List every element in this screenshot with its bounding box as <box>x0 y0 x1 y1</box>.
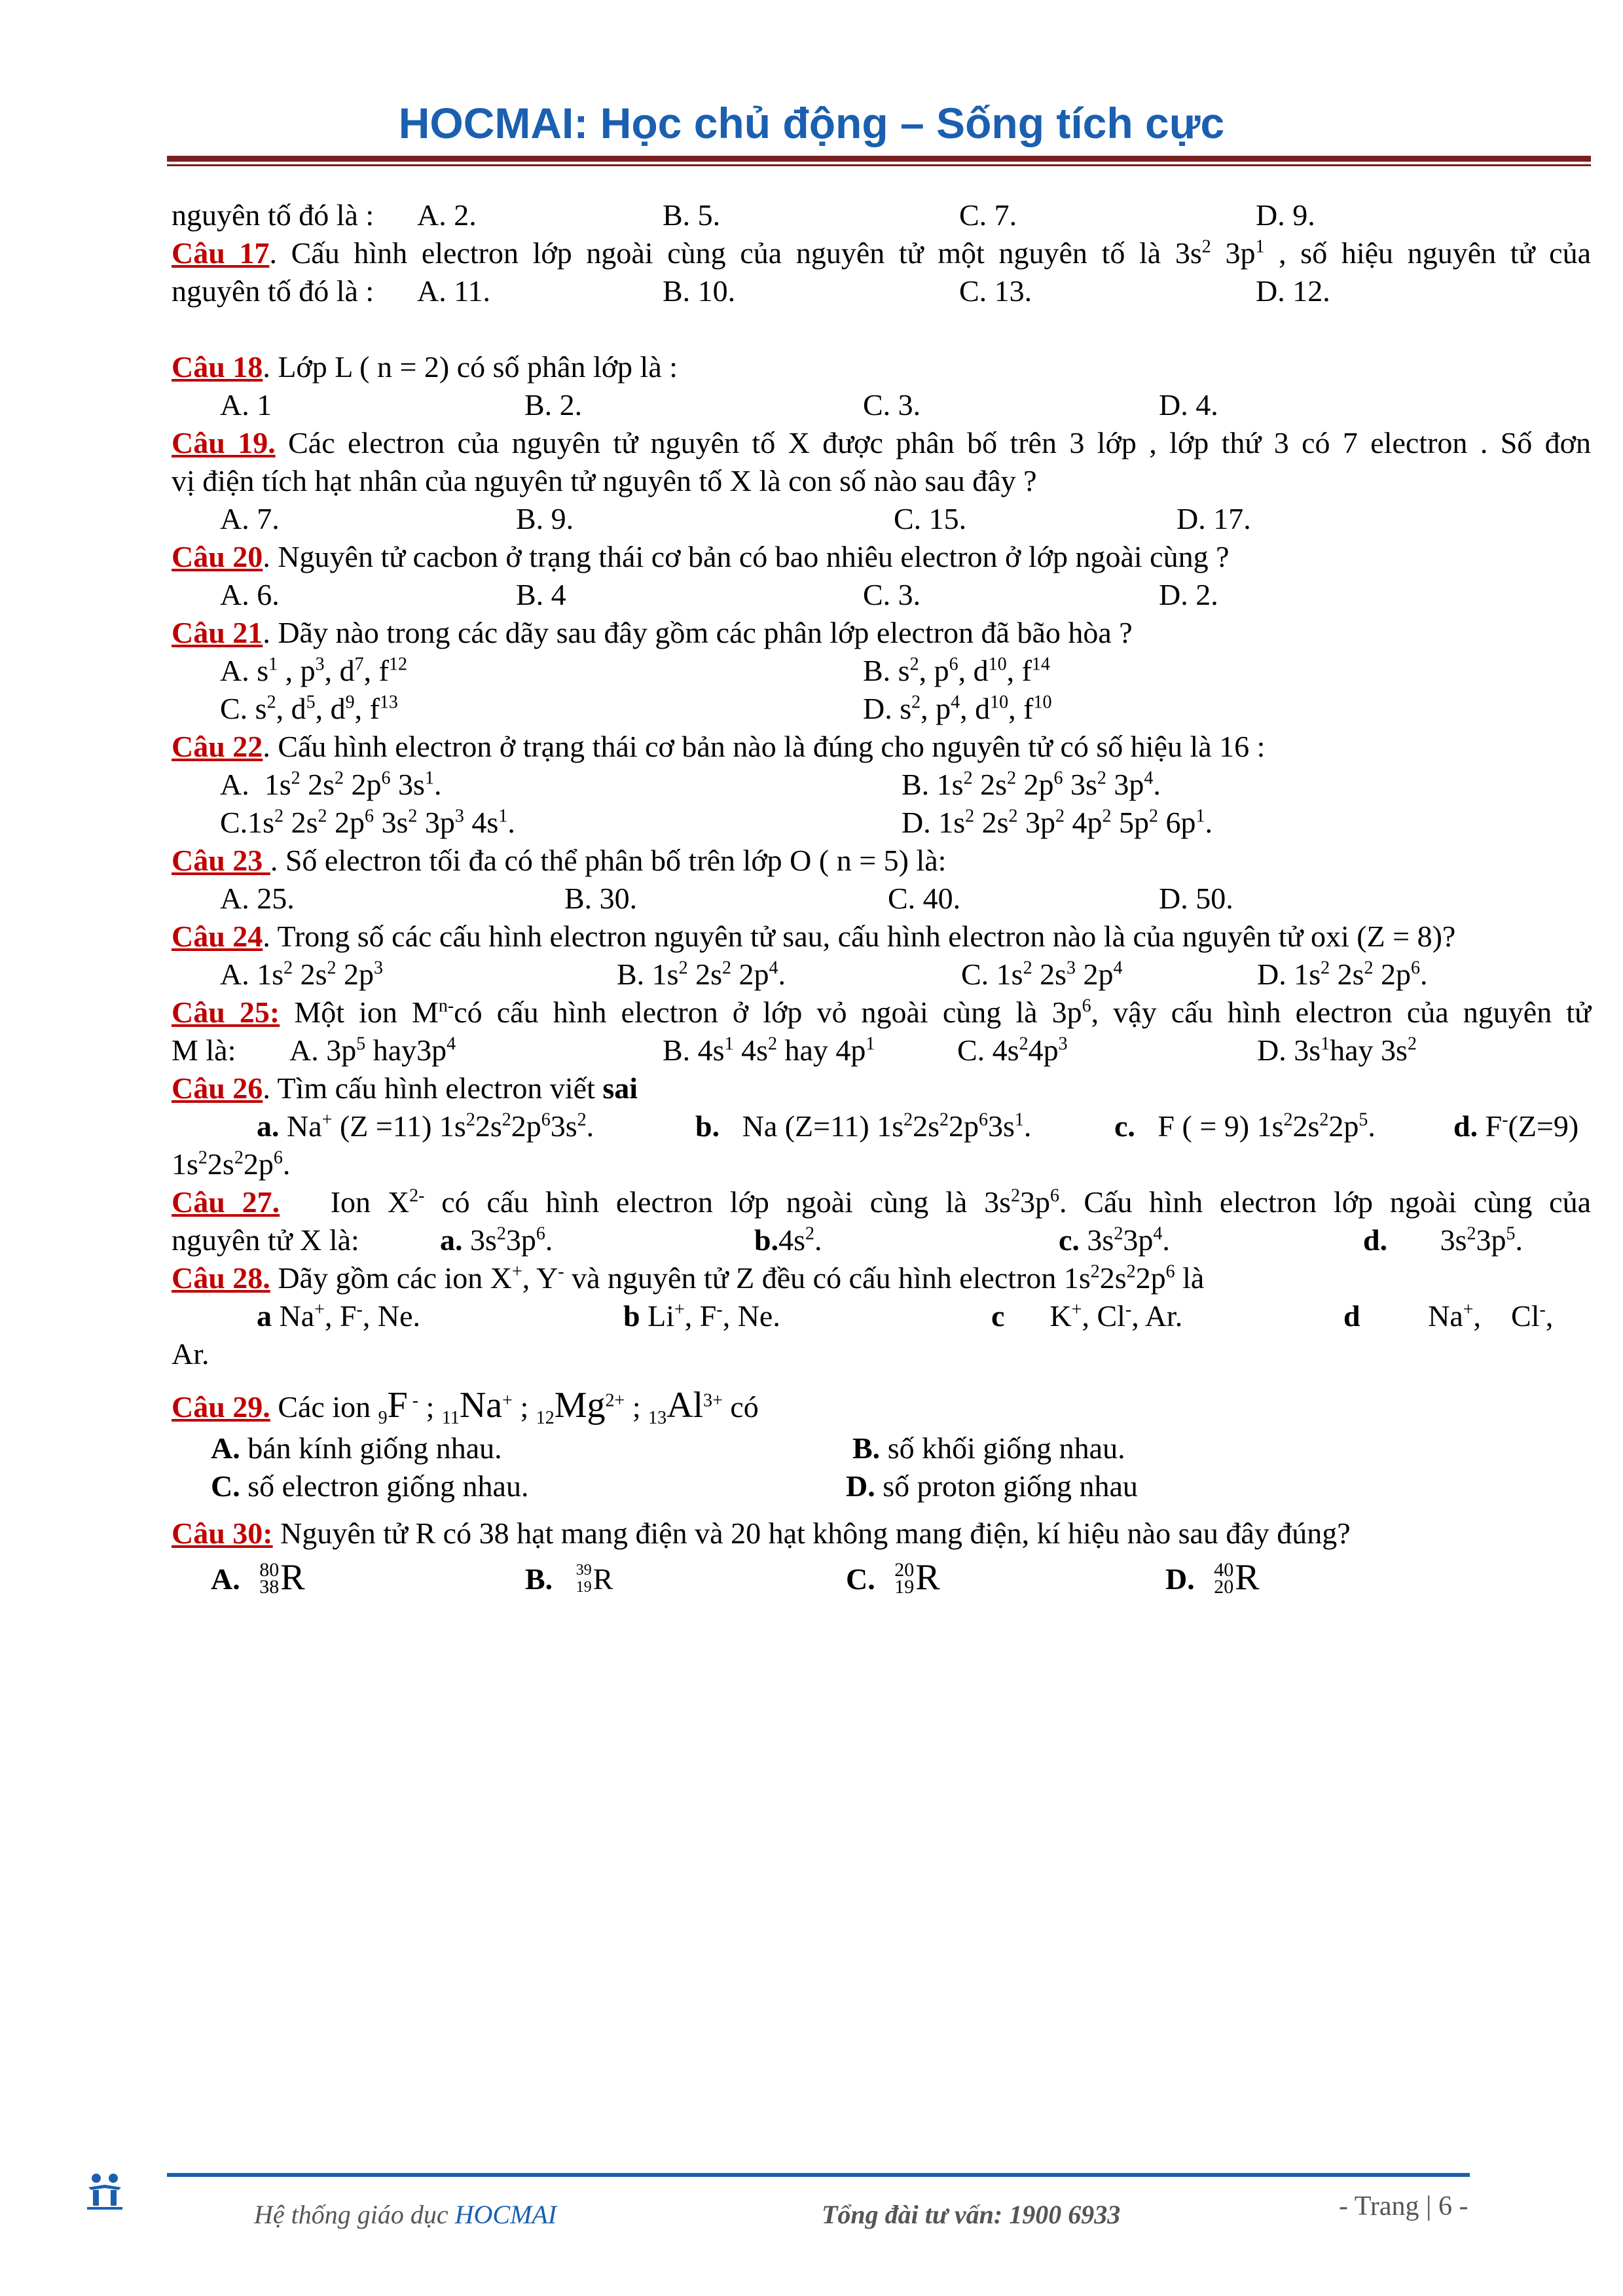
page-header-title: HOCMAI: Học chủ động – Sống tích cực <box>398 99 1225 147</box>
q22-option-d: D. $1s^2$ $2s^2$ $3p^2$ $4p^2$ $5p^2$ $6p^1$. <box>902 806 1213 839</box>
q29-answers-ab <box>172 1429 1591 1467</box>
q26-option-a: a. Na+ (Z =11) $1s^22s^22p^63s^2$. <box>257 1109 594 1143</box>
q29-answers-cd <box>172 1467 1591 1505</box>
q18-option-b: B. 2. <box>524 388 583 422</box>
q26-label: Câu 26 <box>172 1071 263 1105</box>
q28-option-c: c K+, Cl-, Ar. <box>991 1299 1183 1333</box>
q26-answers <box>172 1107 1591 1145</box>
q19-stem-line2: vị điện tích hạt nhân của nguyên tử nguyên tố X là con số nào sau đây ? <box>172 464 1037 497</box>
q25-option-d: D. $3s^1hay$ $3s^2$ <box>1257 1033 1417 1067</box>
q21-answers-ab <box>172 652 1591 690</box>
q29-stem: Câu 29. Các ion $_9$F - ; $_{11}$Na+ ; $_{12}Mg^{2+}$ ; $_{13}Al^{3+}$ có <box>172 1385 759 1429</box>
footer-hotline: Tổng đài tư vấn: 1900 6933 <box>822 2200 1121 2229</box>
q19-option-a: A. 7. <box>220 502 280 535</box>
q23-label: Câu 23 <box>172 844 270 877</box>
q27-answers: nguyên tử X là: a. $3s^23p^6$. $b.4s^2$. c. $3s^23p^4$. d. $3s^23p^5$. <box>172 1221 1591 1259</box>
q21-option-c: C. $s^2$, $d^5$, $d^9$, $f^{13}$ <box>220 692 398 725</box>
q28-option-d-cont: Ar. <box>172 1337 210 1371</box>
document-body <box>172 196 1591 1601</box>
q30-option-b: B. 39 19 R <box>525 1562 613 1596</box>
q24-option-d: D. $1s^2$ $2s^2$ $2p^6$. <box>1257 958 1428 991</box>
q22-answers-cd <box>172 804 1591 842</box>
q21-option-d: D. $s^2$, $p^4$, $d^{10}$, $f^{10}$ <box>863 692 1052 725</box>
q21-option-a: A. $s^1$ , $p^3$, $d^7$, $f^{12}$ <box>220 654 407 687</box>
q21-answers-cd <box>172 690 1591 728</box>
q30-label: Câu 30: <box>172 1516 273 1550</box>
q22-stem: Câu 22. Cấu hình electron ở trạng thái cơ bản nào là đúng cho nguyên tử có số hiệu là 16 : <box>172 730 1266 763</box>
q28-option-b: b Li+, F-, Ne. <box>623 1299 780 1333</box>
q28-option-d: d Na+, Cl-, <box>1343 1299 1554 1333</box>
q27-option-b: $b.4s^2$. <box>754 1223 822 1257</box>
q18-label: Câu 18 <box>172 350 263 384</box>
q24-label: Câu 24 <box>172 920 263 953</box>
q25-option-c: C. $4s^24p^3$ <box>957 1033 1068 1067</box>
q18-option-c: C. 3. <box>863 388 921 422</box>
q22-option-c: $C.1s^2$ $2s^2$ $2p^6$ $3s^2$ $3p^3$ $4s^1$. <box>220 806 515 839</box>
q25-label: Câu 25: <box>172 996 280 1029</box>
q25-option-b: B. $4s^1$ $4s^2$ hay $4p^1$ <box>663 1033 875 1067</box>
q30-option-a: A. 80 38 R <box>211 1557 305 1598</box>
q17-option-a: A. 11. <box>417 274 491 308</box>
q16-option-b: B. 5. <box>663 198 721 232</box>
ion-magnesium: $_{12}Mg^{2+}$ <box>536 1385 625 1429</box>
q23-answers <box>172 880 1591 918</box>
q28-answers <box>172 1297 1591 1335</box>
ion-sodium: $_{11}$Na+ <box>441 1385 513 1429</box>
q28-label: Câu 28. <box>172 1261 270 1295</box>
q26-option-c: c. F ( = 9) $1s^22s^22p^5$. <box>1114 1109 1376 1143</box>
q19-option-b: B. 9. <box>516 502 574 535</box>
hocmai-logo-icon <box>82 2168 128 2214</box>
q20-stem: Câu 20. Nguyên tử cacbon ở trạng thái cơ bản có bao nhiêu electron ở lớp ngoài cùng ? <box>172 540 1230 573</box>
q18-option-d: D. 4. <box>1159 388 1218 422</box>
q27-option-a: a. $3s^23p^6$. <box>440 1223 553 1257</box>
q26-option-d-cont: $1s^22s^22p^6$. <box>172 1147 291 1181</box>
q29-option-d: D. số proton giống nhau <box>846 1469 1138 1503</box>
q30-stem: Câu 30: Nguyên tử R có 38 hạt mang điện và 20 hạt không mang điện, kí hiệu nào sau đây đúng? <box>172 1516 1351 1550</box>
header-rule-thin <box>167 164 1591 166</box>
q20-answers <box>172 576 1591 614</box>
q23-option-b: B. 30. <box>564 882 638 915</box>
q26-option-d: d. F-(Z=9) <box>1453 1109 1579 1143</box>
q21-option-b: B. $s^2$, $p^6$, $d^{10}$, $f^{14}$ <box>863 654 1050 687</box>
q20-option-b: B. 4 <box>516 578 566 611</box>
q29-option-a: A. bán kính giống nhau. <box>211 1431 502 1465</box>
q16-option-a: A. 2. <box>417 198 477 232</box>
q20-option-a: A. 6. <box>220 578 280 611</box>
q27-label: Câu 27. <box>172 1185 280 1219</box>
q24-stem: Câu 24. Trong số các cấu hình electron nguyên tử sau, cấu hình electron nào là của nguyên tử oxi (Z = 8)? <box>172 920 1456 953</box>
q28-stem: Câu 28. Dãy gồm các ion X+, Y- và nguyên tử Z đều có cấu hình electron $1s^22s^22p^6$ là <box>172 1261 1205 1295</box>
q23-option-c: C. 40. <box>888 882 961 915</box>
q21-stem: Câu 21. Dãy nào trong các dãy sau đây gồm các phân lớp electron đã bão hòa ? <box>172 616 1133 649</box>
q27-option-d: d. $3s^23p^5$. <box>1363 1223 1523 1257</box>
q17-option-c: C. 13. <box>959 274 1032 308</box>
q25-stem: Câu 25: Một ion $M^{n-}có$ cấu hình electron ở lớp vỏ ngoài cùng là $3p^6$, vậy cấu hình electron của nguyên tử <box>172 996 1592 1029</box>
q19-label: Câu 19. <box>172 426 276 459</box>
q22-option-b: B. $1s^2$ $2s^2$ $2p^6$ $3s^2$ $3p^4$. <box>902 768 1161 801</box>
q19-stem: Câu 19. Các electron của nguyên tử nguyên tố X được phân bố trên 3 lớp , lớp thứ 3 có 7 electron . Số đơn <box>172 426 1591 459</box>
q26-stem: Câu 26. Tìm cấu hình electron viết sai <box>172 1071 638 1105</box>
q30-option-d: D. 40 20 R <box>1165 1557 1260 1598</box>
q23-option-d: D. 50. <box>1159 882 1233 915</box>
q24-option-b: B. $1s^2$ $2s^2$ $2p^4$. <box>617 958 786 991</box>
q17-option-d: D. 12. <box>1256 274 1330 308</box>
footer-page-number: - Trang | 6 - <box>1339 2191 1468 2221</box>
ion-fluorine: $_9$F - <box>378 1385 419 1429</box>
q22-label: Câu 22 <box>172 730 263 763</box>
q16-answers: nguyên tố đó là : A. 2. B. 5. C. 7. D. 9. <box>172 196 1591 234</box>
q30-answers <box>172 1558 1591 1601</box>
footer-rule <box>167 2173 1470 2177</box>
q23-option-a: A. 25. <box>220 882 295 915</box>
q19-option-c: C. 15. <box>894 502 967 535</box>
q24-answers <box>172 956 1591 994</box>
q28-option-a: a Na+, F-, Ne. <box>257 1299 420 1333</box>
q22-option-a: A. $1s^2$ $2s^2$ $2p^6$ $3s^1$. <box>220 768 442 801</box>
q23-stem: Câu 23 . Số electron tối đa có thể phân bố trên lớp O ( n = 5) là: <box>172 844 947 877</box>
header-rule <box>167 156 1591 162</box>
q20-option-d: D. 2. <box>1159 578 1218 611</box>
q25-answers: M là: A. $3p^5$ $hay3p^4$ B. $4s^1$ $4s^2$ hay $4p^1$ C. $4s^24p^3$ D. $3s^1hay$ $3s^2$ <box>172 1031 1591 1069</box>
q18-answers <box>172 386 1591 424</box>
q22-answers-ab <box>172 766 1591 804</box>
q29-option-c: C. số electron giống nhau. <box>211 1469 529 1503</box>
q18-stem: Câu 18. Lớp L ( n = 2) có số phân lớp là : <box>172 350 678 384</box>
q30-option-c: C. 20 19 R <box>846 1557 940 1598</box>
q17-answers: nguyên tố đó là : A. 11. B. 10. C. 13. D. 12. <box>172 272 1591 310</box>
q18-option-a: A. 1 <box>220 388 272 422</box>
q24-option-c: C. $1s^2$ $2s^3$ $2p^4$ <box>961 958 1123 991</box>
q29-label: Câu 29. <box>172 1390 270 1424</box>
q25-option-a: A. $3p^5$ $hay3p^4$ <box>289 1033 456 1067</box>
q17-stem: Câu 17. Cấu hình electron lớp ngoài cùng của nguyên tử một nguyên tố là $3s^2$ $3p^1$ , số hiệu nguyên tử của <box>172 236 1592 270</box>
q19-answers <box>172 500 1591 538</box>
ion-aluminium: $_{13}Al^{3+}$ <box>648 1385 723 1429</box>
q17-label: Câu 17 <box>172 236 270 270</box>
q21-label: Câu 21 <box>172 616 263 649</box>
q24-option-a: A. $1s^2$ $2s^2$ $2p^3$ <box>220 958 384 991</box>
q19-option-d: D. 17. <box>1176 502 1251 535</box>
q26-option-b: b. Na (Z=11) $1s^22s^22p^63s^1$. <box>695 1109 1032 1143</box>
footer-system-name: Hệ thống giáo dục HOCMAI <box>254 2200 557 2229</box>
q16-option-c: C. 7. <box>959 198 1017 232</box>
q17-option-b: B. 10. <box>663 274 736 308</box>
q16-option-d: D. 9. <box>1256 198 1315 232</box>
q27-stem: Câu 27. Ion $X^{2-}$ có cấu hình electron lớp ngoài cùng là $3s^23p^6$. Cấu hình electron lớp ngoài cùng của <box>172 1185 1592 1219</box>
q29-option-b: B. số khối giống nhau. <box>852 1431 1125 1465</box>
q20-option-c: C. 3. <box>863 578 921 611</box>
q20-label: Câu 20 <box>172 540 263 573</box>
q27-option-c: c. $3s^23p^4$. <box>1059 1223 1170 1257</box>
